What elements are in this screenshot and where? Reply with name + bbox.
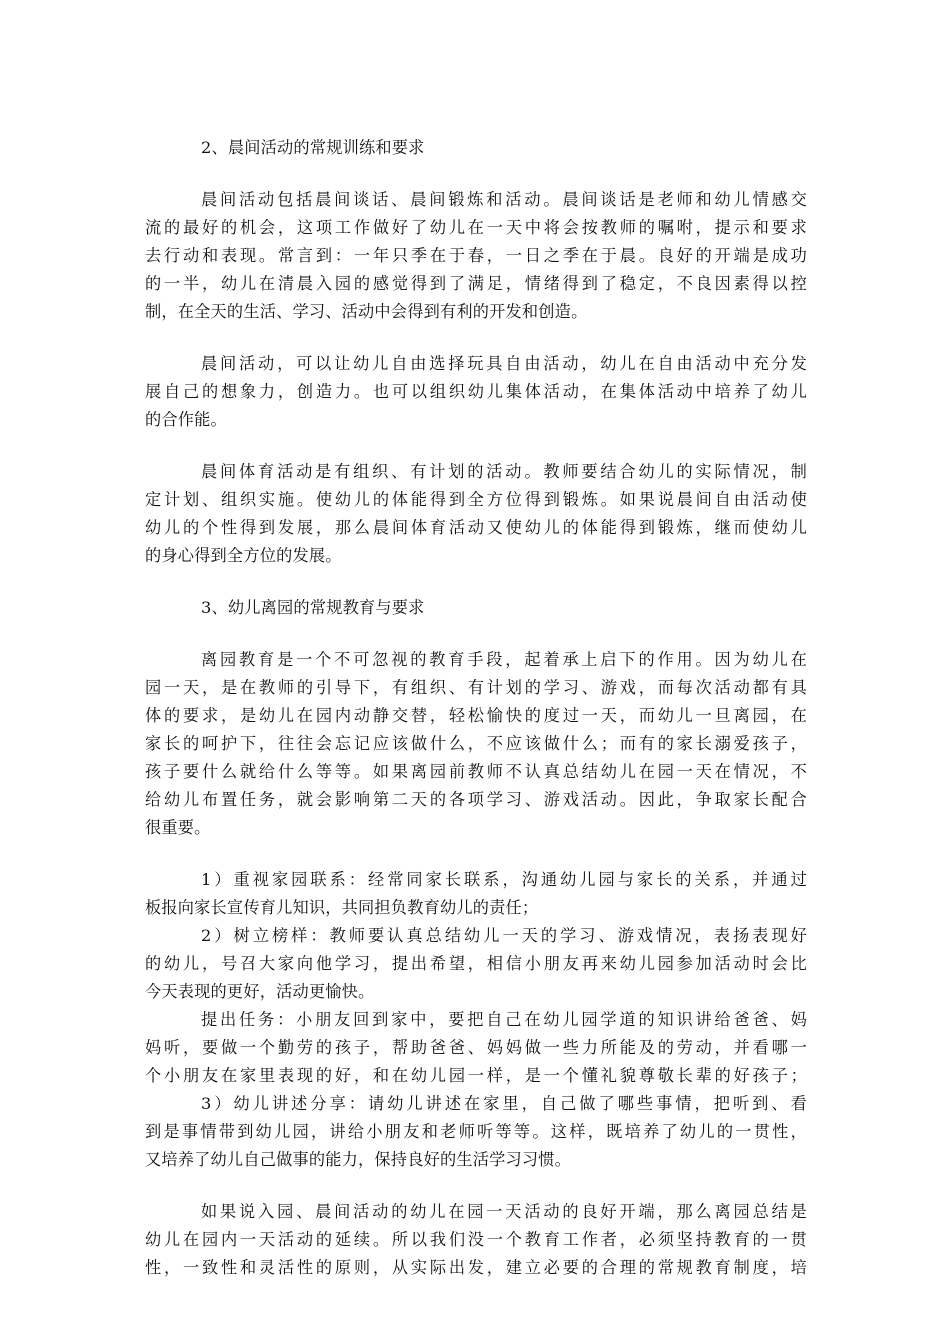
text-line: 晨间活动包括晨间谈话、晨间锻炼和活动。晨间谈话是老师和幼儿情感交 [201,190,807,209]
paragraph-spacer [145,162,807,186]
section-heading-3 [145,594,807,622]
text-line: 2）树立榜样：教师要认真总结幼儿一天的学习、游戏情况，表扬表现好 [201,926,807,945]
paragraph-spacer [145,326,807,350]
text-line: 家长的呵护下，往往会忘记应该做什么，不应该做什么；而有的家长溺爱孩子， [145,734,807,753]
list-item-1 [145,866,807,922]
text-line: 性，一致性和灵活性的原则，从实际出发，建立必要的合理的常规教育制度，培 [145,1258,807,1277]
text-line: 定计划、组织实施。使幼儿的体能得到全方位得到锻炼。如果说晨间自由活动使 [145,490,807,509]
text-line: 妈听，要做一个勤劳的孩子，帮助爸爸、妈妈做一些力所能及的劳动，并看哪一 [145,1038,807,1057]
text-line: 体的要求，是幼儿在园内动静交替，轻松愉快的度过一天，而幼儿一旦离园，在 [145,706,807,725]
text-line: 幼儿在园内一天活动的延续。所以我们没一个教育工作者，必须坚持教育的一贯 [145,1230,807,1249]
list-item-2 [145,922,807,1006]
text-line: 的一半，幼儿在清晨入园的感觉得到了满足，情绪得到了稳定，不良因素得以控 [145,274,807,293]
text-line: 提出任务：小朋友回到家中，要把自己在幼儿园学道的知识讲给爸爸、妈 [201,1010,807,1029]
paragraph-5 [145,1198,807,1282]
section-heading-2 [145,134,807,162]
heading-text: 2、晨间活动的常规训练和要求 [201,138,425,157]
text-line: 今天表现的更好，活动更愉快。 [145,982,375,1001]
text-line: 3）幼儿讲述分享：请幼儿讲述在家里，自己做了哪些事情，把听到、看 [201,1094,807,1113]
text-line: 板报向家长宣传育儿知识，共同担负教育幼儿的责任； [145,898,539,917]
heading-text: 3、幼儿离园的常规教育与要求 [201,598,425,617]
text-line: 幼儿的个性得到发展，那么晨间体育活动又使幼儿的体能得到锻炼，继而使幼儿 [145,518,807,537]
text-line: 的合作能。 [145,410,227,429]
text-line: 如果说入园、晨间活动的幼儿在园一天活动的良好开端，那么离园总结是 [201,1202,807,1221]
paragraph-spacer [145,434,807,458]
text-line: 到是事情带到幼儿园，讲给小朋友和老师听等等。这样，既培养了幼儿的一贯性， [145,1122,807,1141]
text-line: 晨间体育活动是有组织、有计划的活动。教师要结合幼儿的实际情况，制 [201,462,807,481]
text-line: 很重要。 [145,818,211,837]
paragraph-spacer [145,1174,807,1198]
paragraph-1 [145,186,807,326]
paragraph-2 [145,350,807,434]
text-line: 去行动和表现。常言到：一年只季在于春，一日之季在于晨。良好的开端是成功 [145,246,807,265]
paragraph-spacer [145,842,807,866]
text-line: 的身心得到全方位的发展。 [145,546,342,565]
text-line: 孩子要什么就给什么等等。如果离园前教师不认真总结幼儿在园一天在情况，不 [145,762,807,781]
text-line: 晨间活动，可以让幼儿自由选择玩具自由活动，幼儿在自由活动中充分发 [201,354,807,373]
text-line: 园一天，是在教师的引导下，有组织、有计划的学习、游戏，而每次活动都有具 [145,678,807,697]
text-line: 制，在全天的生活、学习、活动中会得到有利的开发和创造。 [145,302,588,321]
text-line: 展自己的想象力，创造力。也可以组织幼儿集体活动，在集体活动中培养了幼儿 [145,382,807,401]
paragraph-3 [145,458,807,570]
list-item-3 [145,1090,807,1174]
text-line: 流的最好的机会，这项工作做好了幼儿在一天中将会按教师的嘱咐，提示和要求 [145,218,807,237]
text-line: 给幼儿布置任务，就会影响第二天的各项学习、游戏活动。因此，争取家长配合 [145,790,807,809]
paragraph-spacer [145,570,807,594]
paragraph-spacer [145,622,807,646]
paragraph-4 [145,646,807,842]
text-line: 1）重视家园联系：经常同家长联系，沟通幼儿园与家长的关系，并通过 [201,870,807,889]
list-item-task [145,1006,807,1090]
text-line: 的幼儿，号召大家向他学习，提出希望，相信小朋友再来幼儿园参加活动时会比 [145,954,807,973]
text-line: 又培养了幼儿自己做事的能力，保持良好的生活学习习惯。 [145,1150,572,1169]
text-line: 个小朋友在家里表现的好，和在幼儿园一样，是一个懂礼貌尊敬长辈的好孩子； [145,1066,807,1085]
document-body [145,134,807,1282]
text-line: 离园教育是一个不可忽视的教育手段，起着承上启下的作用。因为幼儿在 [201,650,807,669]
